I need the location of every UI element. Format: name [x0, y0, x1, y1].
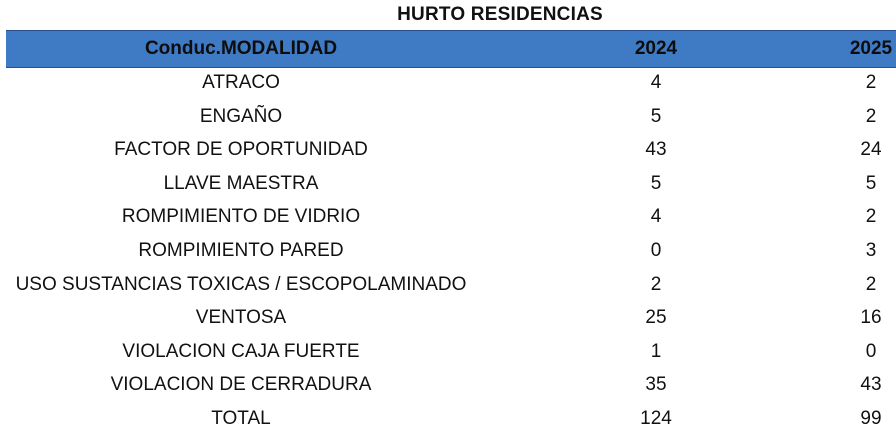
cell-modalidad: TOTAL [211, 407, 271, 429]
cell-modalidad: ROMPIMIENTO PARED [138, 239, 344, 261]
cell-2024: 0 [650, 239, 662, 261]
cell-2025: 5 [865, 172, 877, 194]
cell-2024: 4 [650, 206, 662, 228]
cell-modalidad: VENTOSA [195, 307, 287, 329]
cell-modalidad: VIOLACION DE CERRADURA [110, 374, 372, 396]
cell-2025: 2 [865, 72, 877, 93]
table-row [6, 66, 896, 100]
cell-2025: 2 [865, 273, 877, 295]
cell-modalidad: USO SUSTANCIAS TOXICAS / ESCOPOLAMINADO [15, 273, 467, 295]
table-row [6, 301, 896, 335]
table-row [6, 335, 896, 369]
cell-modalidad: ROMPIMIENTO DE VIDRIO [121, 206, 361, 228]
table-body [6, 66, 896, 436]
cell-2025: 24 [860, 139, 882, 161]
cell-2024: 43 [645, 139, 667, 161]
cell-modalidad: VIOLACION CAJA FUERTE [122, 340, 360, 362]
table-row [6, 167, 896, 201]
table-row [6, 200, 896, 234]
cell-2025: 99 [860, 407, 882, 429]
cell-modalidad: ATRACO [202, 72, 280, 93]
column-header-2025: 2025 [849, 38, 893, 59]
cell-2024: 35 [645, 374, 667, 396]
cell-2024: 1 [650, 340, 662, 362]
cell-2024: 2 [650, 273, 662, 295]
cell-2025: 0 [865, 340, 877, 362]
cell-modalidad: ENGAÑO [199, 105, 283, 127]
table-row [6, 133, 896, 167]
cell-2025: 16 [860, 307, 882, 329]
cell-2025: 2 [865, 105, 877, 127]
table-row [6, 368, 896, 402]
cell-2024: 4 [650, 72, 662, 93]
total-row [6, 402, 896, 436]
column-header-2024: 2024 [634, 38, 678, 59]
cell-2024: 5 [650, 172, 662, 194]
table-title: HURTO RESIDENCIAS [397, 4, 603, 25]
table-row [6, 234, 896, 268]
cell-2024: 25 [645, 307, 667, 329]
table-row [6, 100, 896, 134]
cell-modalidad: FACTOR DE OPORTUNIDAD [114, 139, 368, 161]
cell-2024: 124 [640, 407, 672, 429]
cell-2025: 3 [865, 239, 877, 261]
table-row [6, 268, 896, 302]
cell-2025: 43 [860, 374, 882, 396]
column-header-modalidad: Conduc.MODALIDAD [144, 38, 338, 59]
cell-modalidad: LLAVE MAESTRA [163, 172, 319, 194]
cell-2025: 2 [865, 206, 877, 228]
table-header [6, 30, 896, 68]
cell-2024: 5 [650, 105, 662, 127]
